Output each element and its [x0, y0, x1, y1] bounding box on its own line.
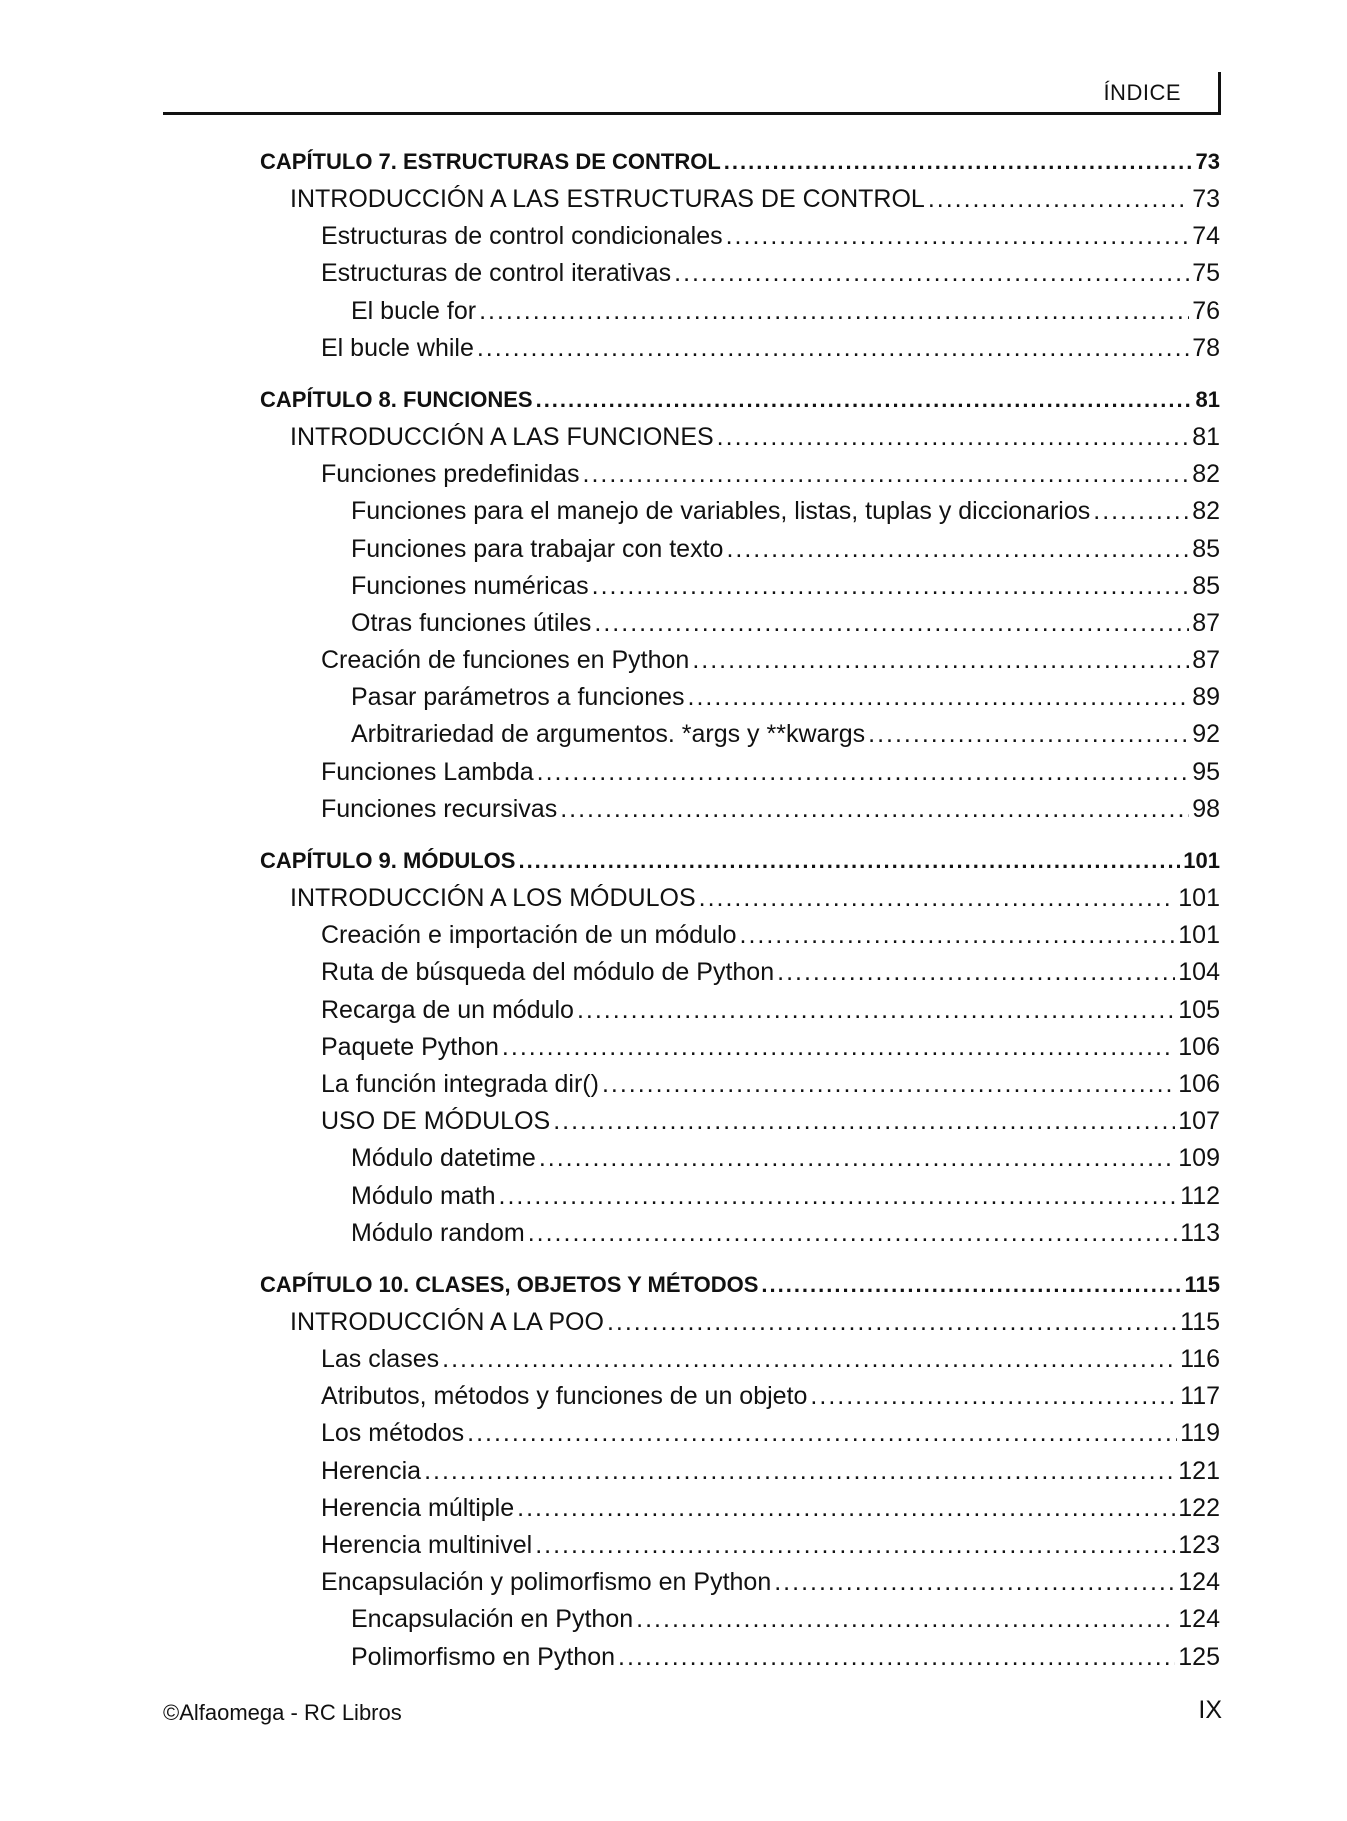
toc-entry-label: Recarga de un módulo	[321, 995, 574, 1024]
toc-entry	[260, 531, 1220, 568]
dot-leader	[726, 531, 1189, 568]
toc-entry-page: 89	[1192, 683, 1220, 712]
toc-entry	[260, 1601, 1220, 1638]
toc-entry	[260, 1178, 1220, 1215]
toc-entry-label: Creación e importación de un módulo	[321, 921, 737, 950]
toc-entry-page: 104	[1178, 958, 1220, 987]
toc-entry-label: CAPÍTULO 8. FUNCIONES	[260, 386, 533, 412]
toc-entry-page: 85	[1192, 571, 1220, 600]
toc-entry	[260, 754, 1220, 791]
dot-leader	[928, 181, 1189, 218]
toc-entry-label: Funciones predefinidas	[321, 460, 580, 489]
toc-chapter-heading	[260, 143, 1220, 181]
toc-entry-page: 117	[1180, 1382, 1220, 1411]
dot-leader	[618, 1639, 1175, 1676]
toc-entry	[260, 493, 1220, 530]
dot-leader	[583, 456, 1190, 493]
dot-leader	[636, 1601, 1175, 1638]
toc-entry-page: 122	[1178, 1493, 1220, 1522]
toc-entry-page: 73	[1192, 185, 1220, 213]
toc-entry	[260, 992, 1220, 1029]
toc-entry	[260, 1527, 1220, 1564]
dot-leader	[535, 1527, 1175, 1564]
toc-entry-page: 123	[1178, 1531, 1220, 1559]
toc-entry-label: Estructuras de control condicionales	[321, 222, 723, 251]
toc-entry-page: 95	[1192, 757, 1220, 786]
dot-leader	[774, 1564, 1175, 1601]
dot-leader	[602, 1066, 1175, 1103]
toc-entry-label: Funciones Lambda	[321, 757, 534, 786]
toc-entry	[260, 1103, 1220, 1140]
toc-entry	[260, 642, 1220, 679]
dot-leader	[607, 1304, 1177, 1341]
dot-leader	[592, 568, 1190, 605]
toc-entry-label: INTRODUCCIÓN A LAS ESTRUCTURAS DE CONTROL	[290, 185, 925, 213]
dot-leader	[594, 605, 1189, 642]
toc-entry-page: 113	[1180, 1218, 1220, 1247]
toc-entry-page: 105	[1178, 995, 1220, 1024]
toc-entry-label: USO DE MÓDULOS	[321, 1107, 551, 1136]
toc-entry-page: 85	[1192, 534, 1220, 563]
toc-entry	[260, 605, 1220, 642]
toc-entry-page: 124	[1178, 1605, 1220, 1634]
toc-entry-label: Funciones para el manejo de variables, listas, tuplas y diccionarios	[351, 497, 1091, 526]
toc-entry	[260, 1490, 1220, 1527]
dot-leader	[502, 1029, 1175, 1066]
toc-entry-page: 73	[1195, 149, 1220, 174]
dot-leader	[688, 679, 1190, 716]
toc-entry-page: 92	[1192, 720, 1220, 749]
toc-entry-page: 82	[1192, 460, 1220, 489]
dot-leader	[467, 1415, 1177, 1452]
toc-entry-page: 74	[1192, 222, 1220, 251]
toc-entry	[260, 1341, 1220, 1378]
toc-entry-label: Módulo random	[351, 1218, 525, 1247]
header-vertical-rule	[1218, 72, 1221, 112]
toc-chapter	[260, 842, 1220, 1252]
toc-entry-page: 106	[1178, 1032, 1220, 1061]
toc-entry-page: 119	[1180, 1419, 1220, 1448]
toc-entry	[260, 1029, 1220, 1066]
dot-leader	[692, 642, 1189, 679]
toc-entry-page: 75	[1192, 259, 1220, 288]
toc-entry-label: Funciones recursivas	[321, 794, 558, 823]
toc-entry	[260, 1378, 1220, 1415]
dot-leader	[726, 218, 1190, 255]
toc-entry-page: 81	[1195, 386, 1220, 412]
toc-entry	[260, 255, 1220, 292]
toc-entry-page: 101	[1178, 921, 1220, 950]
toc-entry	[260, 1453, 1220, 1490]
toc-entry-label: Polimorfismo en Python	[351, 1642, 616, 1671]
toc-entry-label: Pasar parámetros a funciones	[351, 683, 685, 712]
dot-leader	[560, 791, 1189, 828]
toc-entry-label: Las clases	[321, 1345, 440, 1374]
dot-leader	[810, 1378, 1177, 1415]
toc-entry-page: 107	[1178, 1107, 1220, 1136]
toc-entry-label: Los métodos	[321, 1419, 465, 1448]
toc-entry-label: Módulo math	[351, 1181, 496, 1210]
toc-chapter-heading	[260, 381, 1220, 419]
toc-entry	[260, 791, 1220, 828]
toc-entry-label: Encapsulación en Python	[351, 1605, 634, 1634]
toc-entry-page: 81	[1192, 422, 1220, 451]
toc-entry	[260, 954, 1220, 991]
toc-entry-page: 109	[1178, 1144, 1220, 1173]
toc-entry	[260, 218, 1220, 255]
dot-leader	[477, 330, 1189, 367]
toc-entry-label: Encapsulación y polimorfismo en Python	[321, 1568, 772, 1597]
toc-entry-label: Herencia multinivel	[321, 1531, 533, 1559]
dot-leader	[699, 880, 1176, 917]
dot-leader	[717, 419, 1190, 456]
toc-entry-label: INTRODUCCIÓN A LOS MÓDULOS	[290, 884, 696, 912]
toc-entry	[260, 917, 1220, 954]
toc-entry-page: 124	[1178, 1568, 1220, 1597]
dot-leader	[1093, 493, 1189, 530]
toc-entry-label: Arbitrariedad de argumentos. *args y **kwargs	[351, 720, 866, 749]
toc-entry	[260, 1415, 1220, 1452]
toc-entry-page: 106	[1178, 1069, 1220, 1098]
footer-page-number: IX	[1198, 1696, 1222, 1724]
toc-entry-label: Paquete Python	[321, 1032, 499, 1061]
toc-entry-label: Estructuras de control iterativas	[321, 259, 672, 288]
toc-entry	[260, 1215, 1220, 1252]
dot-leader	[536, 381, 1193, 419]
dot-leader	[499, 1178, 1178, 1215]
dot-leader	[479, 293, 1189, 330]
toc-entry	[260, 716, 1220, 753]
toc-entry-page: 121	[1178, 1456, 1220, 1485]
toc-entry-page: 78	[1192, 333, 1220, 362]
toc-entry	[260, 1140, 1220, 1177]
footer-publisher: ©Alfaomega - RC Libros	[163, 1700, 402, 1725]
toc-entry-label: CAPÍTULO 9. MÓDULOS	[260, 848, 516, 873]
toc-entry-page: 87	[1192, 608, 1220, 637]
table-of-contents	[260, 143, 1220, 1690]
toc-entry	[260, 330, 1220, 367]
toc-chapter	[260, 143, 1220, 367]
toc-entry-label: Módulo datetime	[351, 1144, 536, 1173]
toc-entry-label: INTRODUCCIÓN A LAS FUNCIONES	[290, 422, 714, 451]
toc-entry-label: Otras funciones útiles	[351, 608, 592, 637]
dot-leader	[537, 754, 1190, 791]
dot-leader	[740, 917, 1176, 954]
dot-leader	[577, 992, 1175, 1029]
toc-entry-page: 116	[1180, 1345, 1220, 1374]
toc-entry	[260, 1304, 1220, 1341]
toc-entry	[260, 293, 1220, 330]
dot-leader	[424, 1453, 1175, 1490]
toc-entry	[260, 679, 1220, 716]
toc-entry	[260, 456, 1220, 493]
dot-leader	[528, 1215, 1177, 1252]
toc-entry-page: 101	[1178, 884, 1220, 912]
toc-entry-page: 125	[1178, 1642, 1220, 1671]
header-title: ÍNDICE	[1103, 80, 1181, 105]
toc-entry	[260, 1639, 1220, 1676]
toc-entry-label: El bucle for	[351, 296, 477, 325]
dot-leader	[724, 143, 1193, 181]
toc-entry-label: CAPÍTULO 10. CLASES, OBJETOS Y MÉTODOS	[260, 1271, 759, 1297]
dot-leader	[868, 716, 1189, 753]
toc-entry	[260, 1066, 1220, 1103]
toc-entry	[260, 419, 1220, 456]
toc-entry-page: 76	[1192, 296, 1220, 325]
toc-chapter	[260, 381, 1220, 828]
dot-leader	[553, 1103, 1175, 1140]
toc-chapter-heading	[260, 842, 1220, 880]
toc-entry-label: Herencia	[321, 1456, 422, 1485]
toc-entry-page: 112	[1180, 1181, 1220, 1210]
dot-leader	[777, 954, 1175, 991]
toc-entry-page: 82	[1192, 497, 1220, 526]
dot-leader	[442, 1341, 1177, 1378]
dot-leader	[517, 1490, 1175, 1527]
toc-entry-label: Herencia múltiple	[321, 1493, 515, 1522]
toc-entry-label: Creación de funciones en Python	[321, 646, 690, 675]
toc-entry-label: Funciones numéricas	[351, 571, 589, 600]
dot-leader	[674, 255, 1189, 292]
dot-leader	[518, 842, 1180, 880]
page-header	[163, 72, 1221, 115]
toc-entry-page: 115	[1184, 1271, 1220, 1297]
toc-entry	[260, 568, 1220, 605]
toc-entry-label: Ruta de búsqueda del módulo de Python	[321, 958, 775, 987]
toc-entry-page: 87	[1192, 646, 1220, 675]
toc-entry	[260, 880, 1220, 917]
toc-chapter	[260, 1266, 1220, 1676]
toc-entry-label: Funciones para trabajar con texto	[351, 534, 724, 563]
toc-entry-label: La función integrada dir()	[321, 1069, 599, 1098]
dot-leader	[539, 1140, 1175, 1177]
toc-entry-label: Atributos, métodos y funciones de un objeto	[321, 1382, 808, 1411]
toc-entry-label: El bucle while	[321, 333, 474, 362]
dot-leader	[761, 1266, 1181, 1304]
toc-entry-label: INTRODUCCIÓN A LA POO	[290, 1307, 604, 1336]
toc-entry-page: 115	[1180, 1307, 1220, 1336]
toc-entry	[260, 181, 1220, 218]
toc-entry-label: CAPÍTULO 7. ESTRUCTURAS DE CONTROL	[260, 149, 721, 174]
toc-chapter-heading	[260, 1266, 1220, 1304]
toc-entry	[260, 1564, 1220, 1601]
toc-entry-page: 101	[1183, 848, 1220, 873]
toc-entry-page: 98	[1192, 794, 1220, 823]
